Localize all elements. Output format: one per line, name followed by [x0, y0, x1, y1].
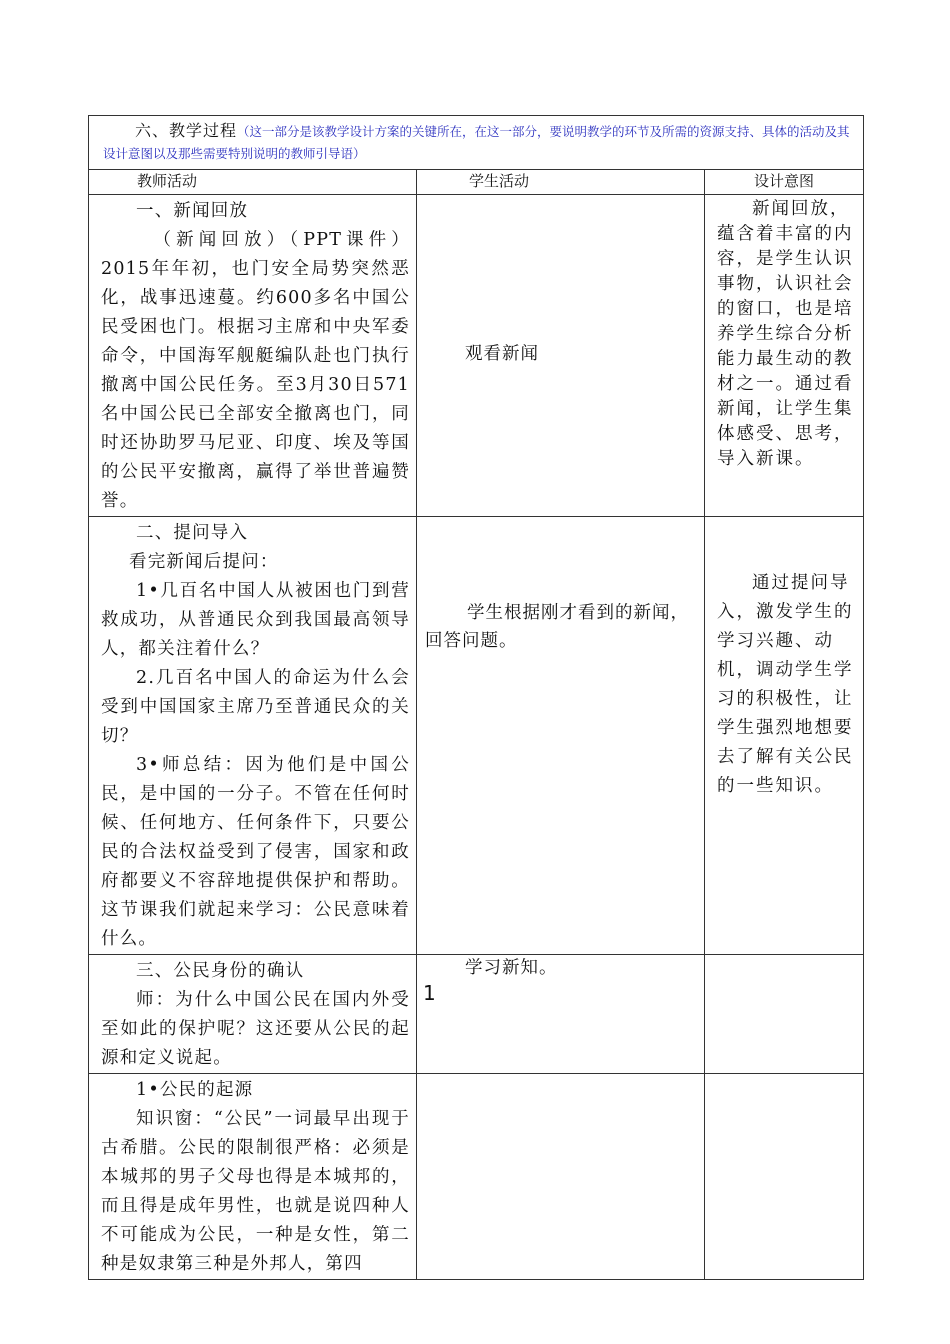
teacher-activity-cell — [89, 195, 417, 517]
student-activity-cell — [417, 1074, 705, 1280]
student-activity-cell — [417, 517, 705, 955]
teacher-activity-header: 教师活动 — [89, 170, 417, 195]
table-row — [89, 1074, 864, 1280]
design-intent-cell — [705, 1074, 864, 1280]
teacher-activity-cell — [89, 1074, 417, 1280]
step-title: 二、提问导入 — [136, 523, 249, 543]
paragraph: 看完新闻后提问： — [129, 552, 279, 572]
design-intent-cell — [705, 195, 864, 517]
design-intent-cell — [705, 517, 864, 955]
column-header-row — [89, 170, 864, 195]
teacher-activity-cell — [89, 955, 417, 1074]
teaching-process-table — [88, 115, 864, 1280]
student-activity-cell — [417, 955, 705, 1074]
paragraph: 师：为什么中国公民在国内外受至如此的保护呢？这还要从公民的起源和定义说起。 — [101, 990, 410, 1068]
design-intent-header: 设计意图 — [705, 170, 864, 195]
design-intent-cell — [705, 955, 864, 1074]
step-title: 三、公民身份的确认 — [136, 961, 305, 981]
student-activity-text: 学生根据刚才看到的新闻，回答问题。 — [425, 603, 689, 651]
page-number: 1 — [423, 981, 436, 1005]
table-row — [89, 517, 864, 955]
step-title: 一、新闻回放 — [136, 201, 249, 221]
paragraph: 3•师总结：因为他们是中国公民，是中国的一分子。不管在任何时候、任何地方、任何条件下，只要公民的合法权益受到了侵害，国家和政府都要义不容辞地提供保护和帮助。这节课我们就起来学习：公民意味着什么。 — [101, 755, 410, 949]
paragraph: 1•几百名中国人从被困也门到营救成功，从普通民众到我国最高领导人，都关注着什么？ — [101, 581, 410, 659]
paragraph: 2.几百名中国人的命运为什么会受到中国国家主席乃至普通民众的关切？ — [101, 668, 410, 746]
section-title: 六、教学过程 — [135, 121, 238, 140]
paragraph: （新闻回放）（PPT课件）2015年年初，也门安全局势突然恶化，战事迅速蔓。约600多名中国公民受困也门。根据习主席和中央军委命令，中国海军舰艇编队赴也门执行撤离中国公民任务。至3月30日571名中国公民已全部安全撤离也门，同时还协助罗马尼亚、印度、埃及等国的公民平安撤离，赢得了举世普遍赞誉。 — [101, 230, 410, 511]
student-activity-text: 观看新闻 — [465, 344, 539, 364]
section-note: （这一部分是该教学设计方案的关键所在，在这一部分，要说明教学的环节及所需的资源支持、具体的活动及其设计意图以及那些需要特别说明的教师引导语） — [103, 124, 850, 161]
design-intent-text: 通过提问导入，激发学生的学习兴趣、动机，调动学生学习的积极性，让学生强烈地想要去了解有关公民的一些知识。 — [717, 573, 854, 796]
table-row — [89, 955, 864, 1074]
paragraph: 知识窗：“公民”一词最早出现于古希腊。公民的限制很严格：必须是本城邦的男子父母也得是本城邦的，而且得是成年男性，也就是说四种人不可能成为公民，一种是女性，第二种是奴隶第三种是外邦人，第四 — [101, 1109, 410, 1274]
table-row — [89, 195, 864, 517]
student-activity-header: 学生活动 — [417, 170, 705, 195]
step-title: 1•公民的起源 — [136, 1080, 254, 1100]
design-intent-text: 新闻回放，蕴含着丰富的内容，是学生认识事物，认识社会的窗口，也是培养学生综合分析能力最生动的教材之一。通过看新闻，让学生集体感受、思考，导入新课。 — [717, 199, 854, 469]
section-heading-row — [89, 116, 864, 170]
student-activity-cell — [417, 195, 705, 517]
student-activity-text: 学习新知。 — [465, 958, 558, 978]
section-heading-cell — [89, 116, 864, 170]
teacher-activity-cell — [89, 517, 417, 955]
